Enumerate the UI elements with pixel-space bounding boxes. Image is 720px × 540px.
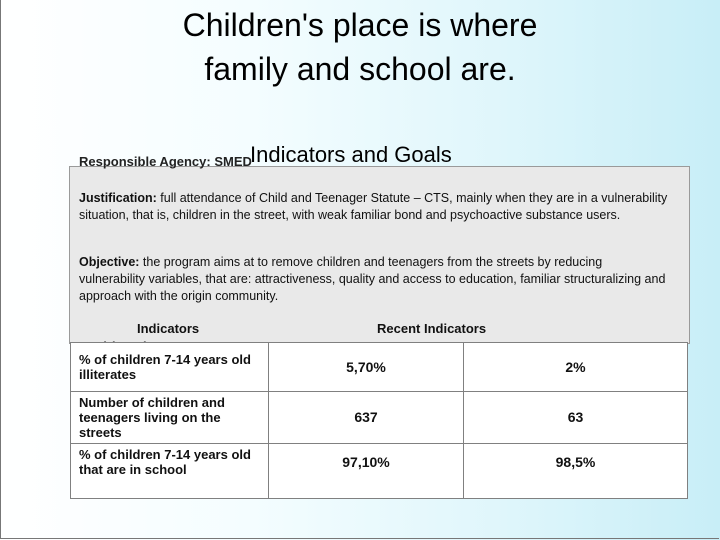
objective-label: Objective:	[79, 255, 140, 269]
objective-text: the program aims at to remove children and teenagers from the streets by reducing vulnerability variables, that are: attractiveness, quality and access to education, familiar structuralizing and approach with the origin community.	[79, 255, 666, 303]
indicator-cell: % of children 7-14 years old that are in school	[71, 444, 269, 499]
header-indicators: Indicators	[137, 321, 200, 336]
indicator-cell: % of children 7-14 years old illiterates	[71, 343, 269, 392]
table-row	[71, 392, 688, 444]
objective-paragraph	[79, 254, 669, 305]
goal-value-cell: 2%	[464, 343, 688, 392]
slide-subtitle: Indicators and Goals	[250, 142, 452, 167]
recent-value-cell: 637	[269, 392, 464, 444]
goal-value-cell: 98,5%	[464, 444, 688, 499]
recent-value-cell: 5,70%	[269, 343, 464, 392]
indicators-table	[70, 342, 688, 499]
table-row	[71, 343, 688, 392]
recent-value-cell: 97,10%	[269, 444, 464, 499]
justification-label: Justification:	[79, 191, 157, 205]
slide-title: Children's place is where family and school are.	[182, 7, 538, 87]
table-row	[71, 444, 688, 499]
header-recent-indicators: Recent Indicators	[377, 321, 487, 336]
responsible-agency: Responsible Agency: SMED	[79, 154, 252, 169]
justification-paragraph	[79, 190, 669, 224]
indicator-cell: Number of children and teenagers living on the streets	[71, 392, 269, 444]
goal-value-cell: 63	[464, 392, 688, 444]
justification-text: full attendance of Child and Teenager Statute – CTS, mainly when they are in a vulnerability situation, that is, children in the street, with weak familiar bond and psychoactive substance users.	[79, 191, 668, 222]
